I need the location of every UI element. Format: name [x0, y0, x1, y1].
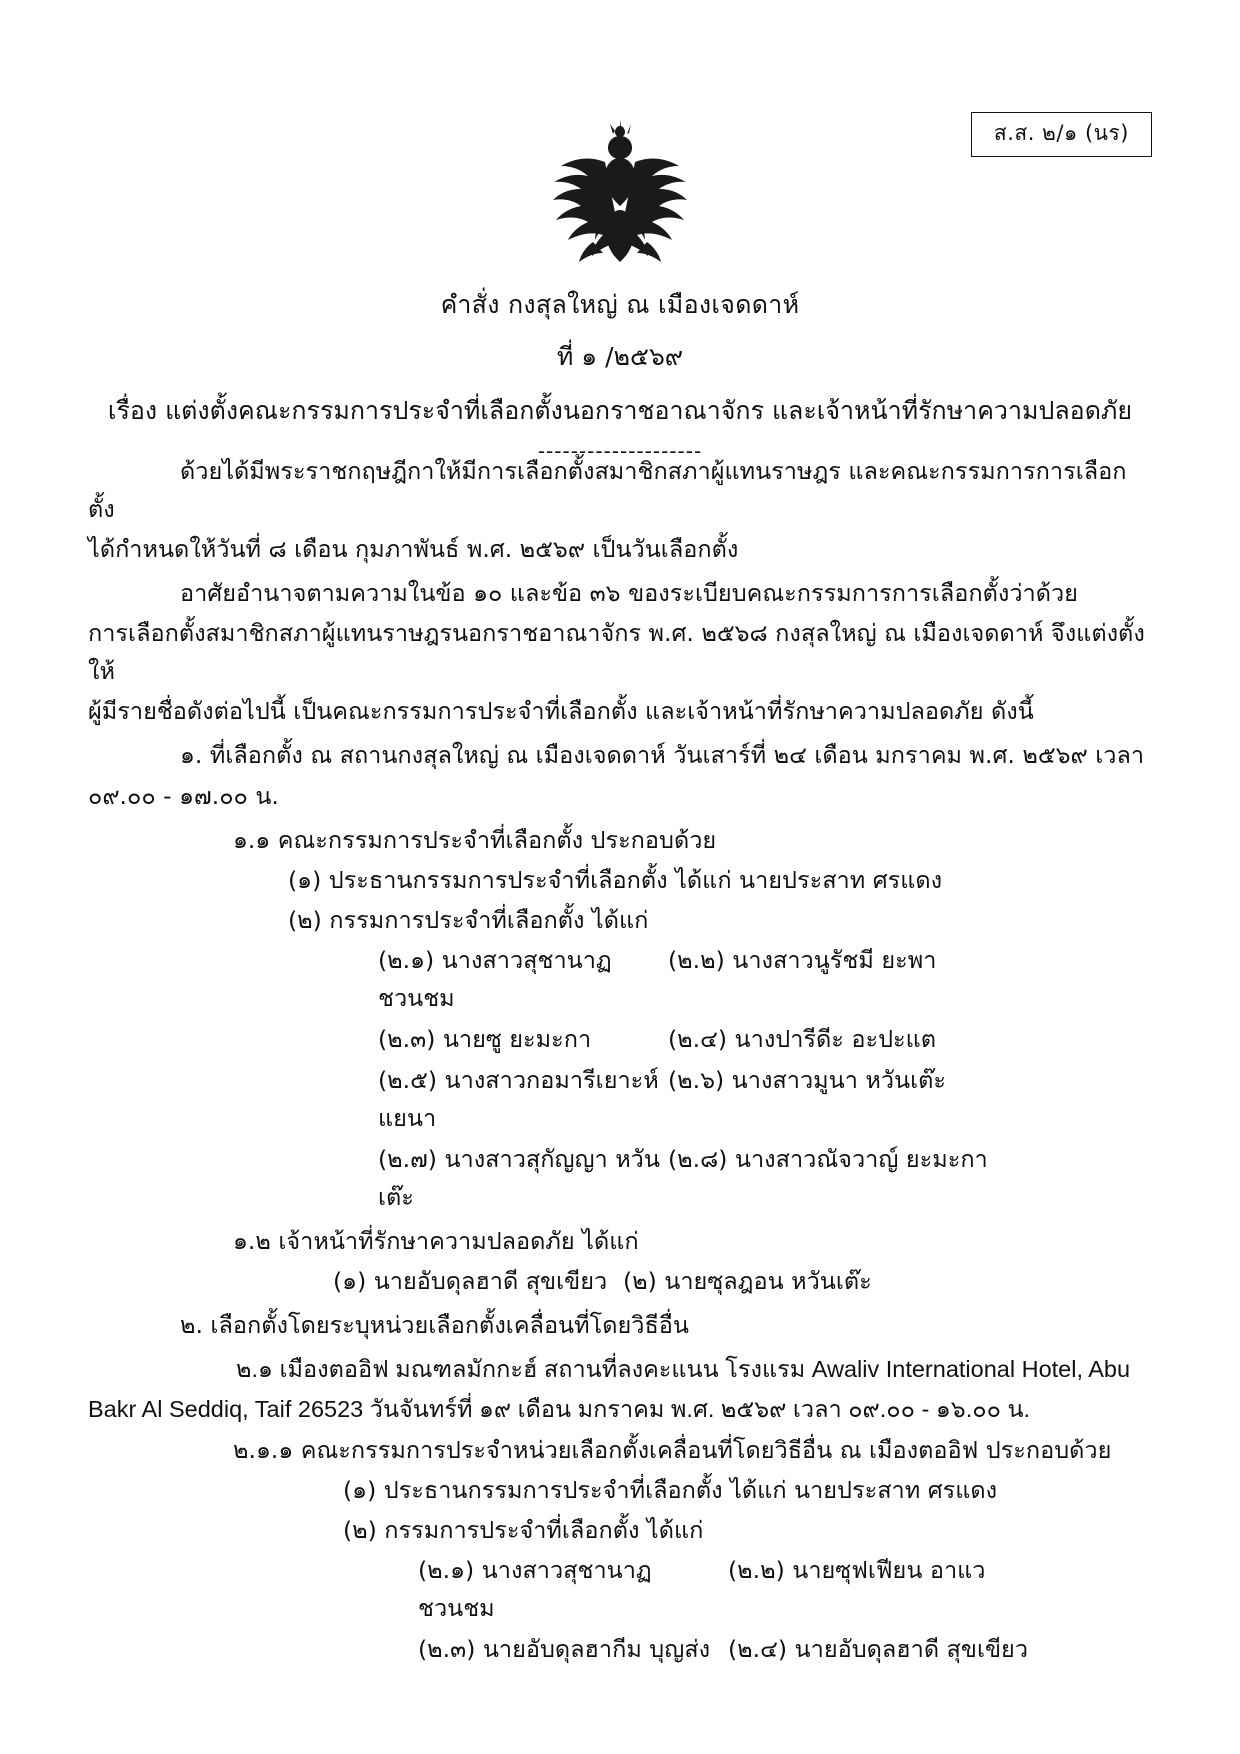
- security-officer-row: [88, 1262, 1153, 1300]
- section-1-line-2: ๐๙.๐๐ - ๑๗.๐๐ น.: [88, 781, 279, 810]
- paragraph-2-line-2: การเลือกตั้งสมาชิกสภาผู้แทนราษฎรนอกราชอาณาจักร พ.ศ. ๒๕๖๘ กงสุลใหญ่ ณ เมืองเจดดาห์ จึงแต่งตั้งให้: [88, 619, 1145, 686]
- paragraph-1-line-1: ด้วยได้มีพระราชกฤษฎีกาให้มีการเลือกตั้งสมาชิกสภาผู้แทนราษฎร และคณะกรรมการการเลือกตั้ง: [88, 457, 1127, 524]
- committee-member: (๒.๕) นางสาวกอมารีเยาะห์ แยนา: [378, 1065, 659, 1132]
- heading-line-1: คำสั่ง กงสุลใหญ่ ณ เมืองเจดดาห์: [440, 290, 800, 319]
- committee-member: (๒.๑) นางสาวสุชานาฏ ชวนชม: [378, 945, 612, 1012]
- section-1-2-title: ๑.๒ เจ้าหน้าที่รักษาความปลอดภัย ได้แก่: [233, 1227, 639, 1256]
- section-2-1-1-item-2: (๒) กรรมการประจำที่เลือกตั้ง ได้แก่: [343, 1515, 704, 1544]
- paragraph-2-line-3: ผู้มีรายชื่อดังต่อไปนี้ เป็นคณะกรรมการประจำที่เลือกตั้ง และเจ้าหน้าที่รักษาความปลอดภัย ดังนี้: [88, 697, 1034, 726]
- committee-member: (๒.๔) นายอับดุลฮาดี สุขเขียว: [728, 1634, 1029, 1663]
- section-2-title: ๒. เลือกตั้งโดยระบุหน่วยเลือกตั้งเคลื่อนที่โดยวิธีอื่น: [180, 1311, 689, 1340]
- committee-member: (๒.๔) นางปารีดีะ อะปะแต: [668, 1024, 937, 1053]
- section-2-1-1-title: ๒.๑.๑ คณะกรรมการประจำหน่วยเลือกตั้งเคลื่อนที่โดยวิธีอื่น ณ เมืองตออิฟ ประกอบด้วย: [233, 1435, 1112, 1464]
- committee-member: (๒.๖) นางสาวมูนา หวันเต๊ะ: [668, 1065, 947, 1094]
- paragraph-2-line-1: อาศัยอำนาจตามความในข้อ ๑๐ และข้อ ๓๖ ของระเบียบคณะกรรมการการเลือกตั้งว่าด้วย: [180, 579, 1078, 608]
- section-2-1-line-2: Bakr Al Seddiq, Taif 26523 วันจันทร์ที่ ๑๙ เดือน มกราคม พ.ศ. ๒๕๖๙ เวลา ๐๙.๐๐ - ๑๖.๐๐ น.: [88, 1396, 1031, 1423]
- security-officer: (๑) นายอับดุลฮาดี สุขเขียว: [333, 1267, 608, 1296]
- committee-member: (๒.๘) นางสาวณัจวาญ์ ยะมะกา: [668, 1145, 988, 1174]
- committee-member: (๒.๒) นายซุฟเฟียน อาแว: [728, 1555, 986, 1584]
- committee-member: (๒.๓) นายอับดุลฮากีม บุญส่ง: [418, 1634, 711, 1663]
- heading-subject: เรื่อง แต่งตั้งคณะกรรมการประจำที่เลือกตั้งนอกราชอาณาจักร และเจ้าหน้าที่รักษาความปลอดภัย: [107, 396, 1133, 425]
- committee-member: (๒.๗) นางสาวสุกัญญา หวันเต๊ะ: [378, 1145, 660, 1212]
- section-1-line-1: ๑. ที่เลือกตั้ง ณ สถานกงสุลใหญ่ ณ เมืองเจดดาห์ วันเสาร์ที่ ๒๔ เดือน มกราคม พ.ศ. ๒๕๖๙ เวลา: [180, 741, 1145, 770]
- committee-row: [88, 1630, 1153, 1668]
- form-code-box: ส.ส. ๒/๑ (นร): [971, 112, 1152, 157]
- committee-member: (๒.๒) นางสาวนูรัชมี ยะพา: [668, 945, 937, 974]
- document-heading: [0, 285, 1240, 463]
- committee-row: [88, 1020, 1153, 1058]
- committee-row: [88, 1061, 1153, 1137]
- section-2-1-1-item-1: (๑) ประธานกรรมการประจำที่เลือกตั้ง ได้แก่ นายประสาท ศรแดง: [343, 1475, 998, 1504]
- heading-divider: --------------------: [537, 439, 703, 463]
- garuda-emblem: [535, 118, 705, 283]
- committee-row: [88, 941, 1153, 1017]
- paragraph-1-line-2: ได้กำหนดให้วันที่ ๘ เดือน กุมภาพันธ์ พ.ศ. ๒๕๖๙ เป็นวันเลือกตั้ง: [88, 535, 739, 564]
- section-1-1-title: ๑.๑ คณะกรรมการประจำที่เลือกตั้ง ประกอบด้วย: [233, 825, 717, 854]
- committee-row: [88, 1140, 1153, 1216]
- heading-line-2: ที่ ๑ /๒๕๖๙: [556, 342, 684, 371]
- committee-row: [88, 1551, 1153, 1627]
- section-1-1-item-1: (๑) ประธานกรรมการประจำที่เลือกตั้ง ได้แก่ นายประสาท ศรแดง: [288, 865, 943, 894]
- document-body: [88, 452, 1153, 1671]
- section-2-1-line-1: ๒.๑ เมืองตออิฟ มณฑลมักกะฮ์ สถานที่ลงคะแนน โรงแรม Awaliv International Hotel, Abu: [236, 1356, 1131, 1383]
- security-officer: (๒) นายซุลฎอน หวันเต๊ะ: [623, 1267, 872, 1296]
- section-1-1-item-2: (๒) กรรมการประจำที่เลือกตั้ง ได้แก่: [288, 905, 649, 934]
- committee-member: (๒.๑) นางสาวสุชานาฏชวนชม: [418, 1555, 652, 1622]
- committee-member: (๒.๓) นายซู ยะมะกา: [378, 1024, 592, 1053]
